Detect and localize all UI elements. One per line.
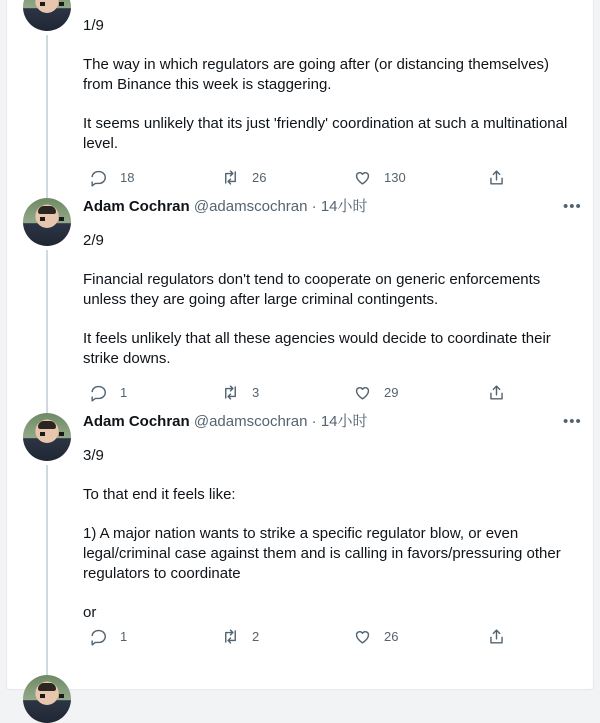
avatar[interactable]: [23, 198, 71, 246]
retweet-icon: [221, 627, 240, 646]
like-button[interactable]: [353, 625, 398, 647]
like-icon: [353, 627, 372, 646]
more-icon[interactable]: [563, 0, 582, 2]
thread-line: [46, 250, 48, 420]
tweet-paragraph: Financial regulators don't tend to cooperate on generic enforcements unless they are going after large criminal contingents.: [83, 271, 541, 308]
like-count: 29: [384, 384, 399, 400]
tweet-actions: [83, 381, 513, 403]
author-handle[interactable]: @adamscochran: [193, 198, 308, 215]
reply-icon: [89, 627, 108, 646]
retweet-count: 2: [252, 628, 260, 644]
avatar[interactable]: [23, 675, 71, 723]
like-button[interactable]: [353, 166, 406, 188]
tweet-paragraph: 1) A major nation wants to strike a specific regulator blow, or even legal/criminal case against them and is calling in favors/pressuring other regulators to coordinate: [83, 525, 561, 582]
retweet-button[interactable]: [221, 166, 266, 188]
tweet-text: [83, 16, 583, 154]
reply-count: 1: [120, 628, 128, 644]
share-button[interactable]: [487, 625, 506, 647]
thread-index: 3/9: [83, 447, 104, 464]
thread-index: 2/9: [83, 232, 104, 249]
share-icon: [487, 627, 506, 646]
author-name[interactable]: Adam Cochran: [83, 413, 190, 430]
reply-button[interactable]: [89, 381, 127, 403]
reply-icon: [89, 383, 108, 402]
more-icon[interactable]: •••: [563, 198, 582, 215]
timestamp[interactable]: 14小时: [320, 413, 368, 430]
tweet-actions: [83, 166, 513, 188]
tweet-header: [83, 197, 368, 217]
retweet-icon: [221, 168, 240, 187]
share-icon: [487, 383, 506, 402]
author-handle[interactable]: @adamscochran: [193, 413, 308, 430]
like-button[interactable]: [353, 381, 398, 403]
tweet-paragraph: or: [83, 604, 97, 621]
reply-button[interactable]: [89, 166, 134, 188]
avatar[interactable]: [23, 413, 71, 461]
share-button[interactable]: [487, 166, 506, 188]
share-icon: [487, 168, 506, 187]
thread-line: [46, 35, 48, 205]
like-count: 130: [384, 169, 406, 185]
retweet-icon: [221, 383, 240, 402]
dot-separator: ·: [311, 413, 321, 430]
reply-count: 18: [120, 169, 135, 185]
tweet-text: [83, 231, 583, 369]
retweet-button[interactable]: [221, 625, 259, 647]
tweet-paragraph: It feels unlikely that all these agencies would decide to coordinate their strike downs.: [83, 330, 551, 367]
dot-separator: ·: [311, 198, 321, 215]
author-name[interactable]: Adam Cochran: [83, 198, 190, 215]
share-button[interactable]: [487, 381, 506, 403]
reply-count: 1: [120, 384, 128, 400]
timestamp[interactable]: 14小时: [320, 198, 368, 215]
retweet-count: 3: [252, 384, 260, 400]
tweet-header: [83, 0, 368, 2]
thread-line: [46, 465, 48, 695]
tweet-text: [83, 446, 583, 623]
reply-button[interactable]: [89, 625, 127, 647]
like-icon: [353, 168, 372, 187]
avatar[interactable]: [23, 0, 71, 31]
retweet-button[interactable]: [221, 381, 259, 403]
tweet-paragraph: To that end it feels like:: [83, 486, 236, 503]
like-count: 26: [384, 628, 399, 644]
tweet-paragraph: It seems unlikely that its just 'friendly' coordination at such a multinational level.: [83, 115, 568, 152]
tweet-actions: [83, 625, 513, 647]
like-icon: [353, 383, 372, 402]
reply-icon: [89, 168, 108, 187]
more-icon[interactable]: •••: [563, 413, 582, 430]
tweet-header: [83, 412, 368, 432]
thread-index: 1/9: [83, 17, 104, 34]
retweet-count: 26: [252, 169, 267, 185]
thread-card: [6, 0, 594, 690]
tweet-paragraph: The way in which regulators are going after (or distancing themselves) from Binance this week is staggering.: [83, 56, 550, 93]
